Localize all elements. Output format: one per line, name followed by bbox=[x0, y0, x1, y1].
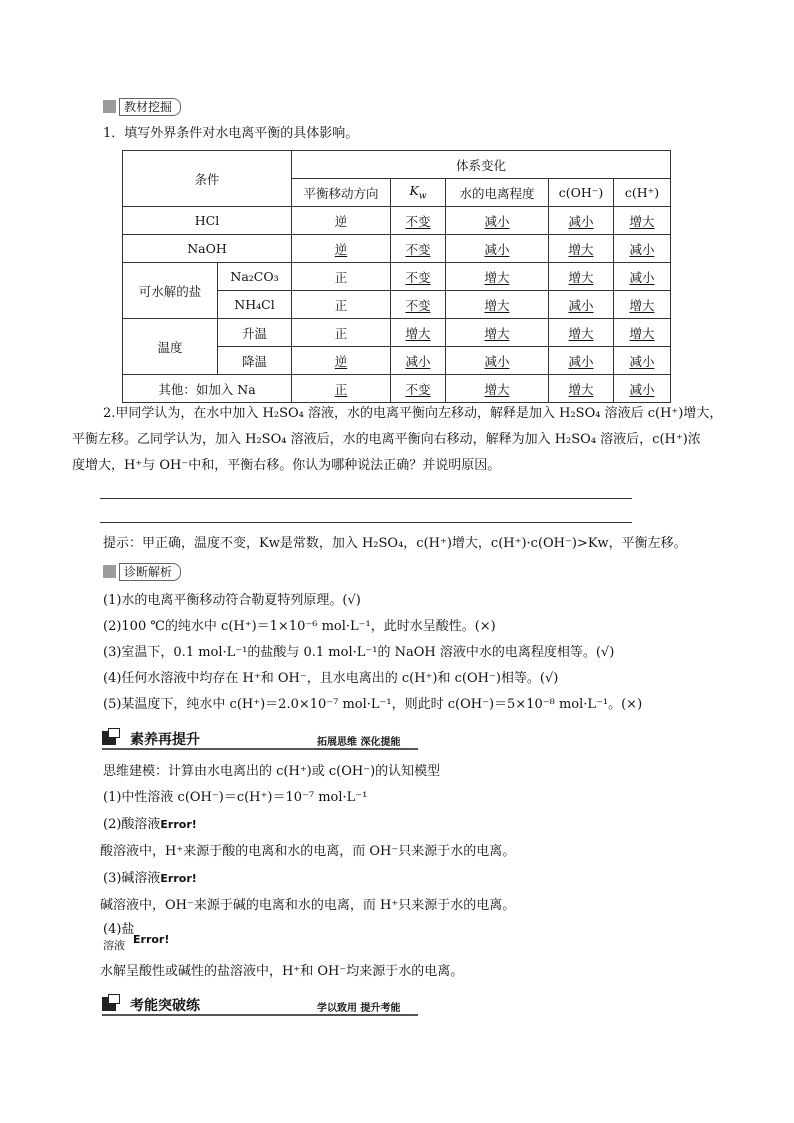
table-row bbox=[123, 375, 671, 403]
diagnosis-item: (1)水的电离平衡移动符合勒夏特列原理。(√) bbox=[103, 593, 361, 608]
section-tag-label: 教材挖掘 bbox=[119, 98, 181, 116]
cell: 增大 bbox=[568, 269, 594, 285]
tag-square-icon bbox=[103, 565, 116, 578]
effect-table bbox=[122, 150, 671, 403]
table-row bbox=[123, 319, 671, 347]
cell: 增大 bbox=[568, 325, 594, 341]
question-2-line-1: 2.甲同学认为，在水中加入 H₂SO₄ 溶液，水的电离平衡向左移动，解释是加入 H₂SO₄ 溶液后 c(H⁺)增大， bbox=[103, 406, 723, 421]
diagnosis-item: (4)任何水溶液中均存在 H⁺和 OH⁻，且水电离出的 c(H⁺)和 c(OH⁻)相等。(√) bbox=[103, 671, 559, 686]
section-tag-label: 诊断解析 bbox=[119, 563, 181, 581]
answer-line bbox=[100, 498, 632, 499]
cell: 减小 bbox=[568, 297, 594, 313]
hint: 提示：甲正确，温度不变，Kw是常数，加入 H₂SO₄，c(H⁺)增大，c(H⁺)·c(OH⁻)>Kw，平衡左移。 bbox=[103, 536, 687, 551]
cell: 减小 bbox=[568, 353, 594, 369]
model-line: (1)中性溶液 c(OH⁻)＝c(H⁺)＝10⁻⁷ mol·L⁻¹ bbox=[103, 790, 368, 805]
banner-title: 考能突破练 bbox=[130, 998, 200, 1014]
cell: 减小 bbox=[568, 213, 594, 229]
row-sublabel: Na₂CO₃ bbox=[218, 263, 292, 291]
cell: 减小 bbox=[484, 213, 510, 229]
cell: 增大 bbox=[405, 325, 431, 341]
model-line bbox=[103, 815, 197, 835]
row-label: 温度 bbox=[123, 319, 218, 375]
cell: 增大 bbox=[484, 325, 510, 341]
row-label: NaOH bbox=[123, 235, 292, 263]
cell: 正 bbox=[292, 291, 391, 319]
section-banner-literacy bbox=[102, 730, 418, 750]
row-sublabel: 降温 bbox=[218, 347, 292, 375]
model-label: 溶液 bbox=[103, 939, 125, 952]
diagnosis-item: (3)室温下，0.1 mol·L⁻¹的盐酸与 0.1 mol·L⁻¹的 NaOH 溶液中水的电离程度相等。(√) bbox=[103, 645, 615, 660]
row-sublabel: NH₄Cl bbox=[218, 291, 292, 319]
col-ionization-degree: 水的电离程度 bbox=[446, 179, 549, 207]
cell: 正 bbox=[292, 319, 391, 347]
model-line bbox=[103, 869, 197, 889]
model-label: (4)盐 bbox=[103, 922, 135, 937]
cell: 不变 bbox=[405, 297, 431, 313]
cell: 不变 bbox=[405, 241, 431, 257]
error-text: Error! bbox=[160, 872, 197, 885]
header-system-change: 体系变化 bbox=[292, 151, 671, 179]
diagnosis-item: (2)100 ℃的纯水中 c(H⁺)＝1×10⁻⁶ mol·L⁻¹，此时水呈酸性。(×) bbox=[103, 619, 496, 634]
section-banner-practice bbox=[102, 996, 418, 1016]
cell: 减小 bbox=[629, 381, 655, 397]
cell: 减小 bbox=[405, 353, 431, 369]
table-row bbox=[123, 263, 671, 291]
cell: 增大 bbox=[484, 381, 510, 397]
diagnosis-item: (5)某温度下，纯水中 c(H⁺)＝2.0×10⁻⁷ mol·L⁻¹，则此时 c(OH⁻)＝5×10⁻⁸ mol·L⁻¹。(×) bbox=[103, 697, 643, 712]
banner-block-icon bbox=[108, 728, 120, 738]
cell: 增大 bbox=[484, 269, 510, 285]
question-2-line-3: 度增大，H⁺与 OH⁻中和，平衡右移。你认为哪种说法正确？并说明原因。 bbox=[72, 458, 501, 473]
model-line: 酸溶液中，H⁺来源于酸的电离和水的电离，而 OH⁻只来源于水的电离。 bbox=[100, 844, 516, 859]
cell: 减小 bbox=[629, 241, 655, 257]
row-label: 可水解的盐 bbox=[123, 263, 218, 319]
cell: 不变 bbox=[405, 269, 431, 285]
banner-subtitle: 拓展思维 深化提能 bbox=[317, 737, 401, 748]
table-row bbox=[123, 235, 671, 263]
model-title: 思维建模：计算由水电离出的 c(H⁺)或 c(OH⁻)的认知模型 bbox=[103, 764, 441, 779]
cell: 减小 bbox=[629, 269, 655, 285]
cell: 减小 bbox=[484, 353, 510, 369]
question-1: 1．填写外界条件对水电离平衡的具体影响。 bbox=[103, 126, 359, 141]
error-text: Error! bbox=[133, 933, 170, 946]
cell: 增大 bbox=[568, 241, 594, 257]
cell: 减小 bbox=[629, 353, 655, 369]
header-condition: 条件 bbox=[123, 151, 292, 207]
cell: 不变 bbox=[405, 213, 431, 229]
banner-block-icon bbox=[108, 994, 120, 1004]
cell: 逆 bbox=[292, 207, 391, 235]
col-kw: $K_w$ bbox=[391, 179, 446, 207]
model-line: 水解呈酸性或碱性的盐溶液中，H⁺和 OH⁻均来源于水的电离。 bbox=[100, 964, 464, 979]
error-text: Error! bbox=[160, 818, 197, 831]
col-c-oh: c(OH⁻) bbox=[549, 179, 614, 207]
model-label: (3)碱溶液 bbox=[103, 871, 161, 886]
model-line bbox=[103, 922, 223, 954]
col-shift-direction: 平衡移动方向 bbox=[292, 179, 391, 207]
banner-title: 素养再提升 bbox=[130, 732, 200, 748]
model-label: (2)酸溶液 bbox=[103, 817, 161, 832]
cell: 逆 bbox=[334, 353, 348, 369]
cell: 增大 bbox=[568, 381, 594, 397]
row-sublabel: 升温 bbox=[218, 319, 292, 347]
row-label: HCl bbox=[123, 207, 292, 235]
cell: 正 bbox=[292, 263, 391, 291]
cell: 增大 bbox=[629, 297, 655, 313]
cell: 增大 bbox=[629, 213, 655, 229]
col-c-h: c(H⁺) bbox=[614, 179, 671, 207]
answer-line bbox=[100, 522, 632, 523]
model-line: 碱溶液中，OH⁻来源于碱的电离和水的电离，而 H⁺只来源于水的电离。 bbox=[100, 898, 516, 913]
cell: 增大 bbox=[629, 325, 655, 341]
table-row bbox=[123, 207, 671, 235]
cell: 不变 bbox=[405, 381, 431, 397]
cell: 逆 bbox=[334, 241, 348, 257]
cell: 增大 bbox=[484, 297, 510, 313]
question-2-line-2: 平衡左移。乙同学认为，加入 H₂SO₄ 溶液后，水的电离平衡向右移动，解释为加入 H₂SO₄ 溶液后，c(H⁺)浓 bbox=[72, 432, 701, 447]
row-label: 其他：如加入 Na bbox=[123, 375, 292, 403]
cell: 减小 bbox=[484, 241, 510, 257]
banner-subtitle: 学以致用 提升考能 bbox=[317, 1003, 401, 1014]
cell: 正 bbox=[334, 381, 348, 397]
tag-square-icon bbox=[103, 100, 116, 113]
